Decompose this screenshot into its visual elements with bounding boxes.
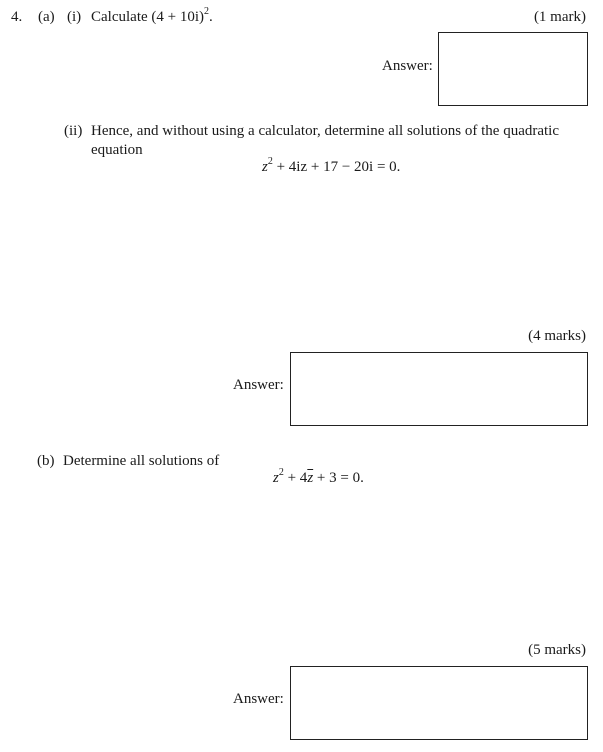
sub-ii-label: (ii): [64, 123, 83, 139]
part-a-label: (a): [38, 9, 55, 25]
question-number: 4.: [11, 9, 23, 25]
part-b-answer-label: Answer:: [233, 691, 284, 707]
sub-i-prompt: [91, 8, 213, 26]
sub-ii-answer-box[interactable]: [290, 352, 588, 426]
sub-i-expression: [151, 6, 213, 25]
sub-ii-equation: [262, 158, 400, 176]
sub-ii-eq-rest: + 4iz + 17 − 20i = 0.: [272, 159, 401, 175]
part-b-eq-mid: + 4: [283, 470, 308, 486]
part-b-answer-box[interactable]: [290, 666, 588, 740]
sub-ii-text-line1: Hence, and without using a calculator, determine all solutions of the quadratic: [91, 123, 560, 139]
part-b-label: (b): [37, 453, 55, 469]
part-b-text: Determine all solutions of: [63, 453, 220, 469]
part-b-eq-z: z: [273, 470, 279, 486]
sub-i-expr-base: (4 + 10i): [151, 9, 205, 25]
sub-i-text: Calculate: [91, 9, 148, 25]
sub-i-answer-label: Answer:: [382, 58, 433, 74]
part-b-eq-rest: + 3 = 0.: [313, 470, 364, 486]
part-b-eq-zbar: $\overline{z}$: [307, 470, 314, 486]
sub-i-expr-exponent: 2: [204, 6, 210, 17]
sub-i-marks: (1 mark): [533, 9, 586, 25]
part-b-marks: (5 marks): [528, 642, 586, 658]
sub-i-answer-box[interactable]: [438, 32, 588, 106]
sub-ii-eq-z: z: [262, 159, 268, 175]
sub-i-expr-end: .: [209, 9, 213, 25]
part-b-eq-exponent: 2: [278, 467, 284, 478]
sub-ii-text-line2: equation: [91, 142, 143, 158]
part-b-equation: [273, 469, 364, 487]
sub-ii-eq-exponent: 2: [267, 156, 273, 167]
sub-i-label: (i): [67, 9, 82, 25]
sub-ii-answer-label: Answer:: [233, 377, 284, 393]
sub-ii-marks: (4 marks): [528, 328, 586, 344]
